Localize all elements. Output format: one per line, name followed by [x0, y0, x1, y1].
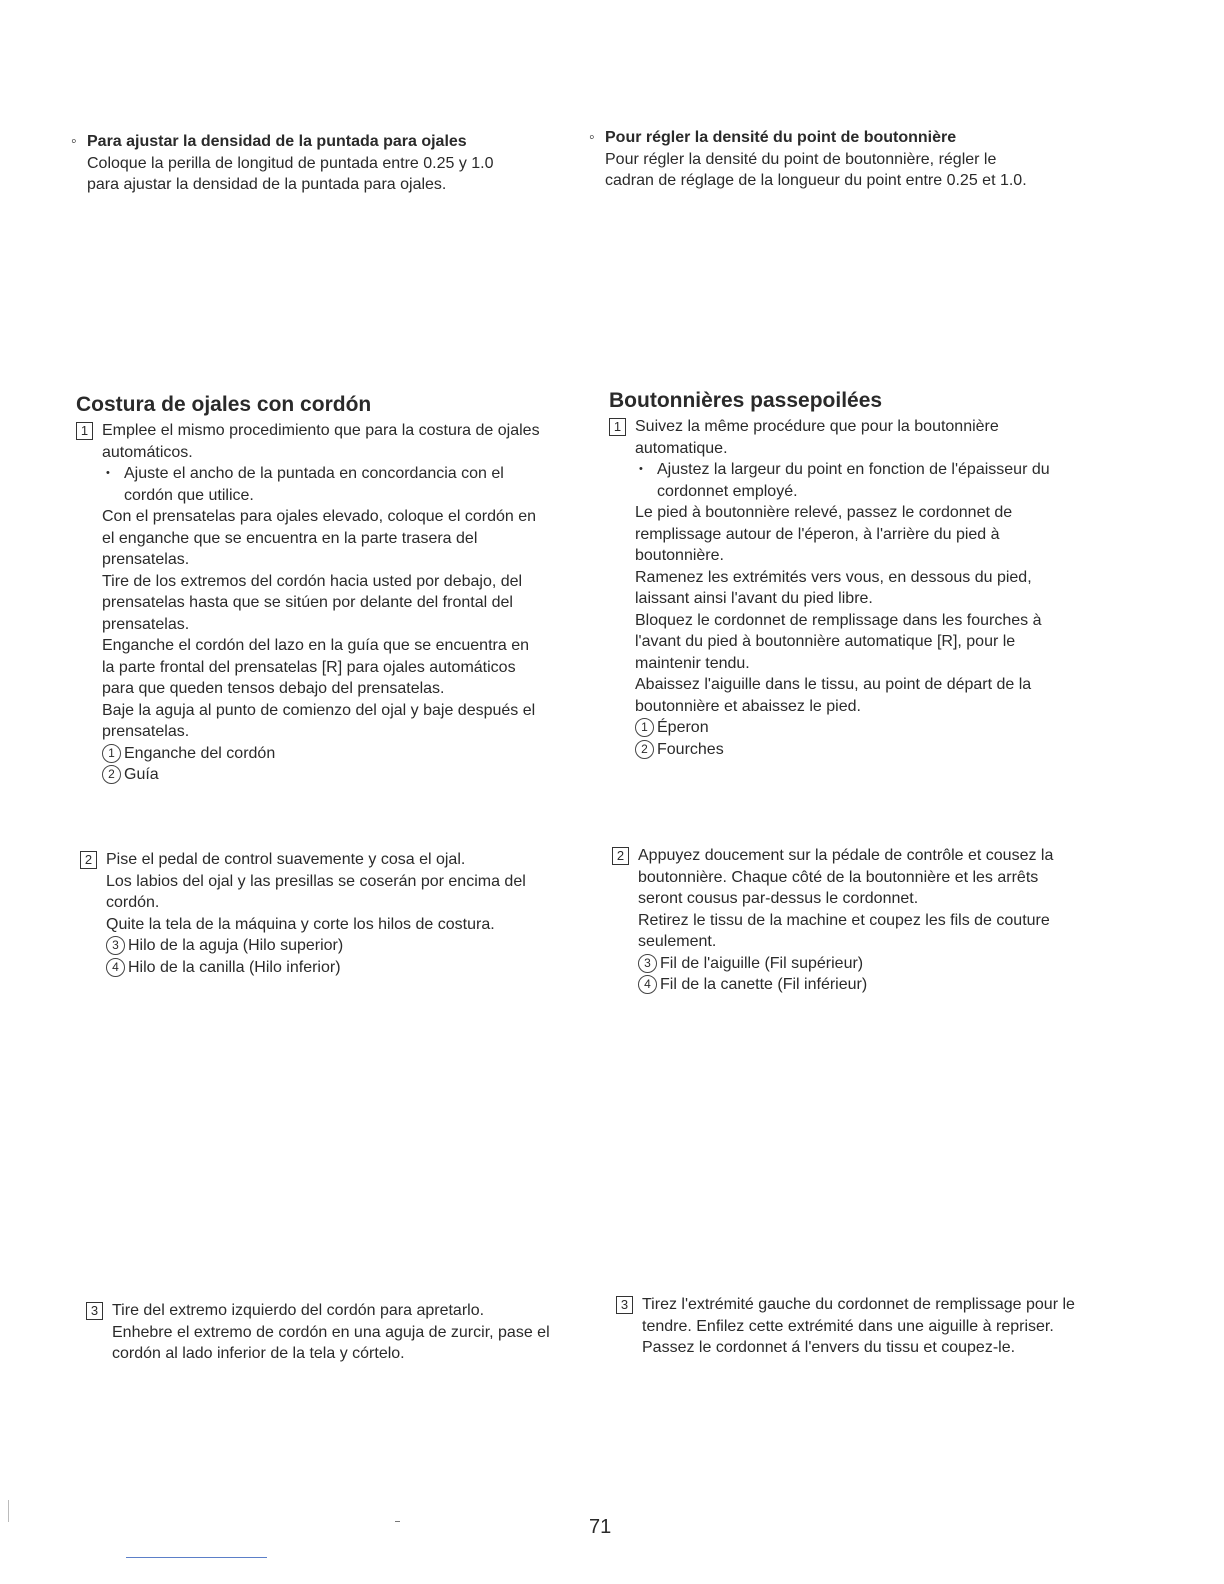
- es-note-item: [102, 463, 592, 506]
- reference-item: [635, 717, 1135, 739]
- circled-number: 4: [638, 975, 657, 994]
- fr-step1: [613, 416, 1135, 760]
- text-line: para ajustar la densidad de la puntada para ojales.: [87, 176, 447, 193]
- text-line: Tire del extremo izquierdo del cordón para apretarlo.: [112, 1302, 485, 1319]
- circled-number: 2: [635, 740, 654, 759]
- step-number-box: 1: [76, 422, 93, 440]
- text-line: la parte frontal del prensatelas [R] para ojales automáticos: [102, 658, 516, 676]
- fr-step1-block: [609, 388, 1135, 760]
- step-number-box: 3: [616, 1296, 633, 1314]
- es-step3-block: [90, 1300, 602, 1365]
- text-line: Suivez la même procédure que pour la boutonnière: [635, 418, 999, 435]
- text-line: cordón que utilice.: [124, 486, 254, 504]
- text-line: Los labios del ojal y las presillas se coserán por encima del: [106, 872, 526, 890]
- reference-item: [638, 974, 1138, 996]
- text-line: Con el prensatelas para ojales elevado, coloque el cordón en: [102, 508, 537, 525]
- text-line: seulement.: [638, 933, 717, 950]
- footer-rule: [126, 1557, 267, 1558]
- text-line: Pour régler la densité du point de boutonnière, régler le: [605, 150, 997, 168]
- es-density-title: ◦ Para ajustar la densidad de la puntada para ojales: [87, 131, 577, 153]
- text-line: prensatelas.: [102, 723, 190, 740]
- fr-step3: [620, 1294, 1142, 1359]
- reference-label: Enganche del cordón: [124, 744, 276, 762]
- text-line: automatique.: [635, 439, 728, 457]
- text-line: Quite la tela de la máquina y corte los hilos de costura.: [106, 915, 495, 933]
- reference-label: Hilo de la aguja (Hilo superior): [128, 937, 344, 954]
- page-number: 71: [589, 1516, 612, 1538]
- text-line: prensatelas hasta que se sitúen por delante del frontal del: [102, 594, 513, 611]
- fr-step2-block: [616, 845, 1138, 996]
- text-line: boutonnière.: [635, 547, 724, 564]
- text-line: l'avant du pied à boutonnière automatique [R], pour le: [635, 633, 1016, 650]
- reference-label: Éperon: [657, 719, 709, 736]
- fr-note-item: [635, 459, 1135, 502]
- fr-section-heading: Boutonnières passepoilées: [609, 389, 883, 412]
- text-line: Tirez l'extrémité gauche du cordonnet de remplissage pour le: [642, 1296, 1075, 1313]
- text-line: • Ajustez la largeur du point en fonction de l'épaisseur du: [657, 461, 1050, 478]
- text-line: Enganche el cordón del lazo en la guía que se encuentra en: [102, 637, 529, 654]
- es-step2: [84, 849, 586, 978]
- step-number-box: 3: [86, 1302, 103, 1320]
- text-line: automáticos.: [102, 443, 193, 461]
- text-line: Passez le cordonnet á l'envers du tissu et coupez-le.: [642, 1339, 1016, 1356]
- reference-label: Hilo de la canilla (Hilo inferior): [128, 958, 341, 976]
- text-line: Emplee el mismo procedimiento que para la costura de ojales: [102, 422, 540, 439]
- step-number-box: 1: [609, 418, 626, 436]
- text-line: para que queden tensos debajo del prensatelas.: [102, 680, 445, 697]
- circled-number: 2: [102, 765, 121, 784]
- text-line: Enhebre el extremo de cordón en una aguja de zurcir, pase el: [112, 1323, 550, 1341]
- margin-mark: [8, 1500, 9, 1522]
- es-step1-block: [76, 392, 592, 786]
- step-number-box: 2: [80, 851, 97, 869]
- reference-item: [106, 935, 586, 957]
- fr-step3-block: [620, 1294, 1142, 1359]
- text-line: seront cousus par-dessus le cordonnet.: [638, 890, 919, 907]
- text-line: Ramenez les extrémités vers vous, en dessous du pied,: [635, 568, 1032, 586]
- text-line: tendre. Enfilez cette extrémité dans une aiguille à repriser.: [642, 1317, 1054, 1335]
- reference-item: [635, 739, 1135, 761]
- es-step2-block: [84, 849, 586, 978]
- reference-item: [102, 743, 592, 765]
- text-line: Bloquez le cordonnet de remplissage dans les fourches à: [635, 611, 1042, 629]
- es-section-heading: Costura de ojales con cordón: [76, 393, 372, 416]
- text-line: Tire de los extremos del cordón hacia usted por debajo, del: [102, 572, 523, 590]
- text-line: cordón.: [106, 894, 160, 911]
- text-line: Pise el pedal de control suavemente y cosa el ojal.: [106, 851, 466, 868]
- fr-density-title: ◦ Pour régler la densité du point de boutonnière: [605, 127, 1125, 149]
- step-number-box: 2: [612, 847, 629, 865]
- text-line: laissant ainsi l'avant du pied libre.: [635, 590, 873, 607]
- text-line: boutonnière. Chaque côté de la boutonnière et les arrêts: [638, 868, 1039, 886]
- reference-label: Fil de la canette (Fil inférieur): [660, 976, 868, 993]
- reference-item: [106, 957, 586, 979]
- circled-number: 4: [106, 958, 125, 977]
- text-line: Appuyez doucement sur la pédale de contrôle et cousez la: [638, 847, 1054, 864]
- text-line: cordón al lado inferior de la tela y córtelo.: [112, 1345, 405, 1362]
- text-line: boutonnière et abaissez le pied.: [635, 697, 861, 715]
- text-line: Baje la aguja al punto de comienzo del ojal y baje después el: [102, 701, 536, 719]
- fr-density-note: [605, 127, 1125, 192]
- text-line: cadran de réglage de la longueur du point entre 0.25 et 1.0.: [605, 172, 1027, 189]
- es-step3: [90, 1300, 602, 1365]
- circled-number: 3: [638, 954, 657, 973]
- text-line: cordonnet employé.: [657, 482, 798, 500]
- scan-speck: [395, 1521, 400, 1522]
- reference-item: [638, 953, 1138, 975]
- circled-number: 3: [106, 936, 125, 955]
- text-line: Retirez le tissu de la machine et coupez les fils de couture: [638, 911, 1050, 929]
- reference-label: Fil de l'aiguille (Fil supérieur): [660, 954, 864, 972]
- text-line: Le pied à boutonnière relevé, passez le cordonnet de: [635, 504, 1013, 521]
- reference-item: [102, 764, 592, 786]
- text-line: Abaissez l'aiguille dans le tissu, au point de départ de la: [635, 676, 1032, 693]
- circled-number: 1: [635, 718, 654, 737]
- circled-number: 1: [102, 744, 121, 763]
- text-line: • Ajuste el ancho de la puntada en concordancia con el: [124, 465, 504, 482]
- text-line: el enganche que se encuentra en la parte trasera del: [102, 529, 478, 547]
- fr-step2: [616, 845, 1138, 996]
- reference-label: Guía: [124, 766, 159, 783]
- text-line: maintenir tendu.: [635, 654, 750, 672]
- es-density-note: [87, 131, 577, 196]
- es-step1: [80, 420, 592, 786]
- text-line: remplissage autour de l'éperon, à l'arrière du pied à: [635, 525, 1000, 543]
- text-line: prensatelas.: [102, 551, 190, 568]
- reference-label: Fourches: [657, 740, 724, 758]
- text-line: Coloque la perilla de longitud de puntada entre 0.25 y 1.0: [87, 154, 494, 172]
- text-line: prensatelas.: [102, 615, 190, 633]
